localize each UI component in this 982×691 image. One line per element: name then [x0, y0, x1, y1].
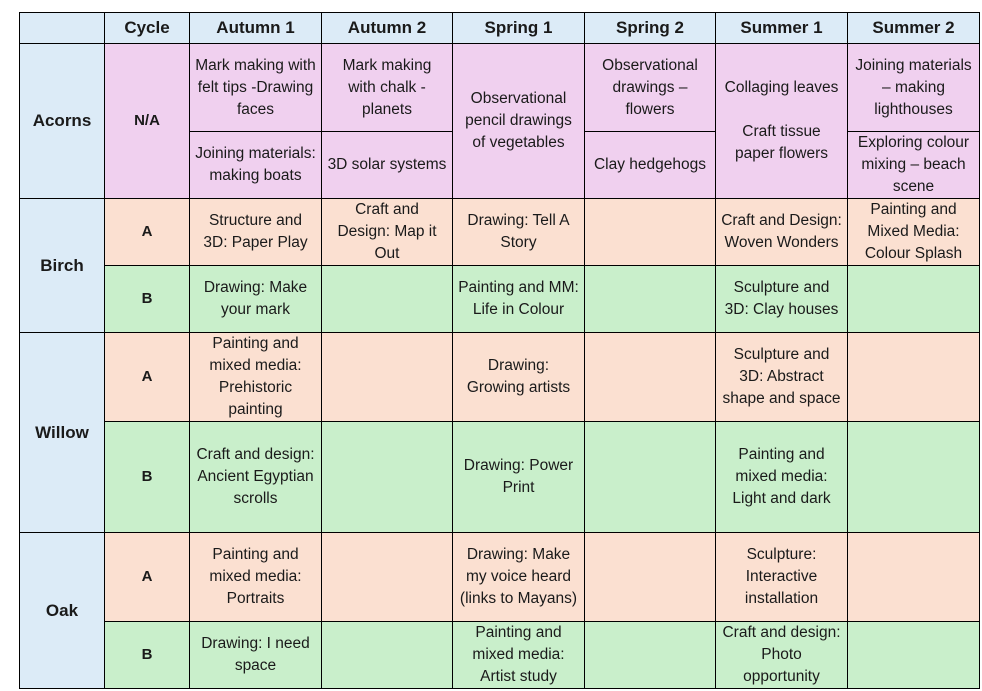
- curriculum-table: [19, 12, 980, 689]
- birch-b-summer2: [848, 266, 980, 333]
- birch-row-b: [20, 266, 980, 333]
- birch-b-autumn2: [322, 266, 453, 333]
- oak-a-summer1: Sculpture: Interactive installation: [716, 533, 848, 622]
- class-label-acorns: Acorns: [20, 44, 105, 199]
- oak-b-summer1: Craft and design: Photo opportunity: [716, 622, 848, 689]
- oak-a-spring2: [585, 533, 716, 622]
- acorns-summer2-bottom: Exploring colour mixing – beach scene: [848, 132, 980, 199]
- oak-b-autumn2: [322, 622, 453, 689]
- class-label-birch: Birch: [20, 199, 105, 333]
- header-autumn-2: Autumn 2: [322, 13, 453, 44]
- acorns-summer1: Collaging leaves Craft tissue paper flowers: [716, 44, 848, 199]
- oak-b-spring2: [585, 622, 716, 689]
- acorns-spring2-bottom: Clay hedgehogs: [585, 132, 716, 199]
- birch-a-cycle: A: [105, 199, 190, 266]
- birch-b-spring1: Painting and MM: Life in Colour: [453, 266, 585, 333]
- acorns-row-top: [20, 44, 980, 132]
- birch-a-summer1: Craft and Design: Woven Wonders: [716, 199, 848, 266]
- acorns-autumn2-top: Mark making with chalk - planets: [322, 44, 453, 132]
- oak-a-autumn2: [322, 533, 453, 622]
- acorns-summer2-top: Joining materials – making lighthouses: [848, 44, 980, 132]
- acorns-spring1: Observational pencil drawings of vegetables: [453, 44, 585, 199]
- willow-a-spring1: Drawing: Growing artists: [453, 333, 585, 422]
- willow-a-autumn2: [322, 333, 453, 422]
- header-spring-1: Spring 1: [453, 13, 585, 44]
- birch-b-cycle: B: [105, 266, 190, 333]
- willow-b-summer1: Painting and mixed media: Light and dark: [716, 422, 848, 533]
- willow-a-summer1: Sculpture and 3D: Abstract shape and space: [716, 333, 848, 422]
- birch-a-autumn1: Structure and 3D: Paper Play: [190, 199, 322, 266]
- oak-a-summer2: [848, 533, 980, 622]
- willow-b-spring2: [585, 422, 716, 533]
- acorns-autumn1-bottom: Joining materials: making boats: [190, 132, 322, 199]
- oak-b-summer2: [848, 622, 980, 689]
- acorns-autumn2-bottom: 3D solar systems: [322, 132, 453, 199]
- willow-b-autumn1: Craft and design: Ancient Egyptian scrolls: [190, 422, 322, 533]
- header-cycle: Cycle: [105, 13, 190, 44]
- willow-b-cycle: B: [105, 422, 190, 533]
- willow-a-cycle: A: [105, 333, 190, 422]
- birch-a-spring2: [585, 199, 716, 266]
- header-spring-2: Spring 2: [585, 13, 716, 44]
- oak-row-a: [20, 533, 980, 622]
- oak-a-spring1: Drawing: Make my voice heard (links to Mayans): [453, 533, 585, 622]
- birch-row-a: [20, 199, 980, 266]
- oak-a-autumn1: Painting and mixed media: Portraits: [190, 533, 322, 622]
- oak-b-cycle: B: [105, 622, 190, 689]
- willow-row-b: [20, 422, 980, 533]
- acorns-spring2-top: Observational drawings – flowers: [585, 44, 716, 132]
- oak-row-b: [20, 622, 980, 689]
- willow-b-autumn2: [322, 422, 453, 533]
- acorns-autumn1-top: Mark making with felt tips -Drawing faces: [190, 44, 322, 132]
- willow-row-a: [20, 333, 980, 422]
- birch-b-autumn1: Drawing: Make your mark: [190, 266, 322, 333]
- class-label-oak: Oak: [20, 533, 105, 689]
- oak-b-spring1: Painting and mixed media: Artist study: [453, 622, 585, 689]
- birch-a-autumn2: Craft and Design: Map it Out: [322, 199, 453, 266]
- willow-b-summer2: [848, 422, 980, 533]
- header-autumn-1: Autumn 1: [190, 13, 322, 44]
- willow-a-summer2: [848, 333, 980, 422]
- birch-a-summer2: Painting and Mixed Media: Colour Splash: [848, 199, 980, 266]
- oak-b-autumn1: Drawing: I need space: [190, 622, 322, 689]
- header-row: [20, 13, 980, 44]
- willow-a-spring2: [585, 333, 716, 422]
- birch-b-summer1: Sculpture and 3D: Clay houses: [716, 266, 848, 333]
- willow-b-spring1: Drawing: Power Print: [453, 422, 585, 533]
- willow-a-autumn1: Painting and mixed media: Prehistoric painting: [190, 333, 322, 422]
- birch-b-spring2: [585, 266, 716, 333]
- birch-a-spring1: Drawing: Tell A Story: [453, 199, 585, 266]
- header-summer-2: Summer 2: [848, 13, 980, 44]
- header-corner: [20, 13, 105, 44]
- header-summer-1: Summer 1: [716, 13, 848, 44]
- acorns-cycle: N/A: [105, 44, 190, 199]
- oak-a-cycle: A: [105, 533, 190, 622]
- class-label-willow: Willow: [20, 333, 105, 533]
